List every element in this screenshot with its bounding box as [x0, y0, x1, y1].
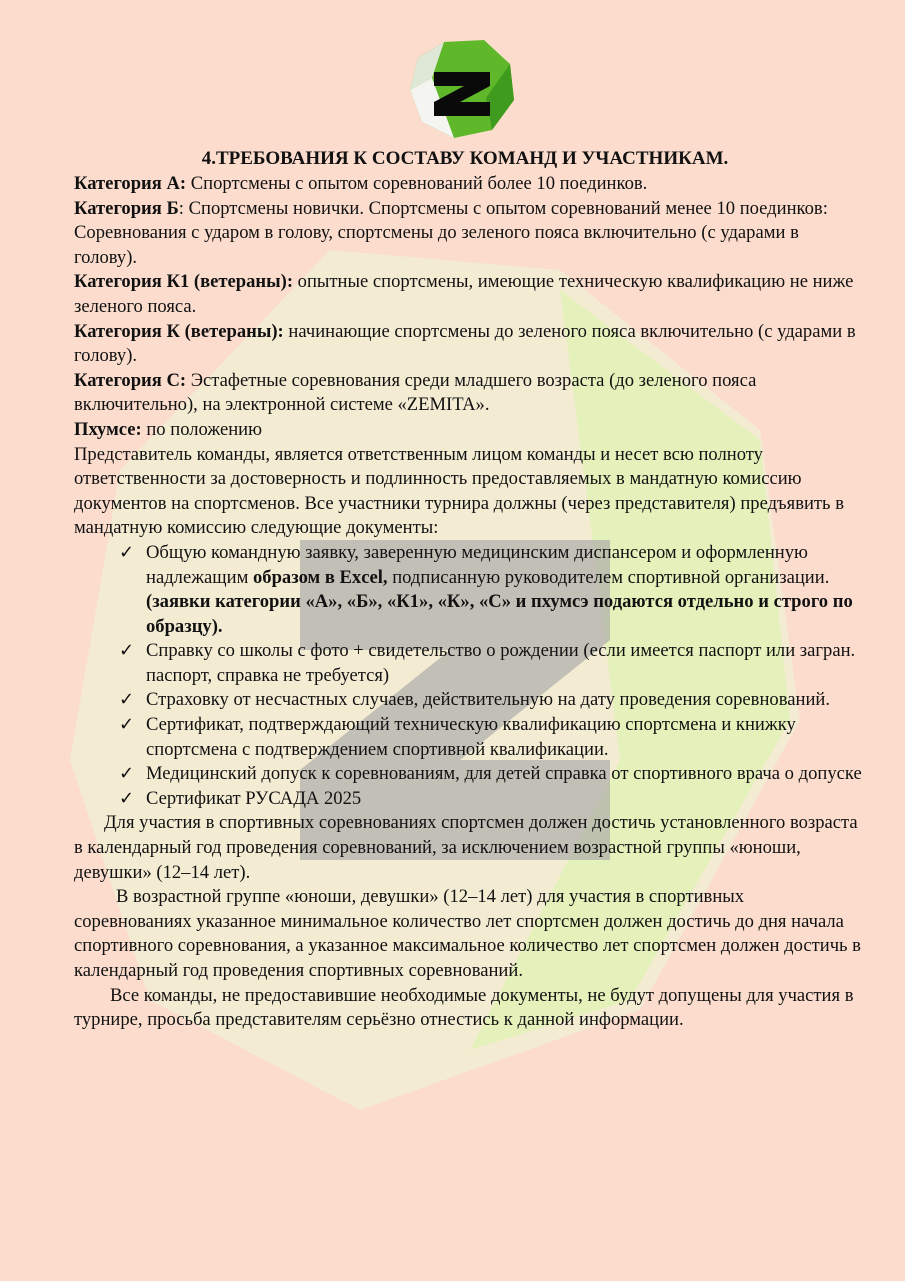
list-item: ✓ Медицинский допуск к соревнованиям, для детей справка от спортивного врача о допуске — [146, 762, 864, 787]
check-icon: ✓ — [119, 541, 135, 563]
check-icon: ✓ — [119, 787, 135, 809]
check-icon: ✓ — [119, 763, 135, 785]
list-item: ✓ Сертификат, подтверждающий техническую квалификацию спортсмена и книжку спортсмена с подтверждением спортивной квалификации. — [119, 714, 796, 760]
closing-paragraph: Все команды, не предоставившие необходимые документы, не будут допущены для участия в турнире, просьба представителям серьёзно отнестись к данной информации. — [74, 984, 854, 1031]
category-b: Категория Б: Спортсмены новички. Спортсмены с опытом соревнований менее 10 поединков: — [74, 197, 828, 219]
list-item: ✓ Страховку от несчастных случаев, действительную на дату проведения соревнований. — [146, 688, 864, 713]
age-paragraph-2: В возрастной группе «юноши, девушки» (12–14 лет) для участия в спортивных соревнованиях указанное минимальное количество лет спортсмен должен достичь до дня начала спортивного соревнования, а указанное максимальное количество лет спортсмен должен достичь в календарный год проведения спортивных соревнований. — [74, 886, 861, 981]
check-icon: ✓ — [119, 689, 135, 711]
list-item: ✓ Общую командную заявку, заверенную медицинским диспансером и оформленную надлежащим образом в Excel, подписанную руководителем спортивной организации. (заявки категории «А», «Б», «К1», «К», «С» и пхумсэ подаются отдельно и строго по образцу). — [119, 541, 853, 637]
documents-list — [74, 541, 864, 812]
age-paragraph-1: Для участия в спортивных соревнованиях спортсмен должен достичь установленного возраста в календарный год проведения соревнований, за исключением возрастной группы «юноши, девушки» (12–14 лет). — [74, 812, 858, 883]
category-k: Категория К (ветераны): начинающие спортсмены до зеленого пояса включительно (с ударами в голову). — [74, 320, 856, 367]
list-item: ✓ Справку со школы с фото + свидетельство о рождении (если имеется паспорт или загран. паспорт, справка не требуется) — [119, 640, 856, 686]
check-icon: ✓ — [119, 640, 135, 662]
category-poomsae: Пхумсе: по положению — [74, 418, 263, 440]
representative-paragraph: Представитель команды, является ответственным лицом команды и несет всю полноту ответственности за достоверность и подлинность предоставляемых в мандатную комиссию документов на спортсменов. Все участники турнира должны (через представителя) предъявить в мандатную комиссию следующие документы: — [74, 443, 844, 539]
requirements-body — [74, 172, 864, 1033]
category-k1: Категория К1 (ветераны): опытные спортсмены, имеющие техническую квалификацию не ниже зеленого пояса. — [74, 271, 854, 317]
category-a: Категория А: Спортсмены с опытом соревнований более 10 поединков. — [74, 173, 648, 194]
check-icon: ✓ — [119, 714, 135, 736]
section-heading: 4.ТРЕБОВАНИЯ К СОСТАВУ КОМАНД И УЧАСТНИКАМ. — [201, 148, 729, 169]
list-item: ✓ Сертификат РУСАДА 2025 — [146, 787, 864, 812]
head-strike-note: Соревнования с ударом в голову, спортсмены до зеленого пояса включительно (с ударами в голову). — [74, 222, 799, 268]
category-c: Категория С: Эстафетные соревнования среди младшего возраста (до зеленого пояса включительно), на электронной системе «ZEMITA». — [74, 369, 757, 416]
z-logo-icon — [406, 38, 518, 140]
